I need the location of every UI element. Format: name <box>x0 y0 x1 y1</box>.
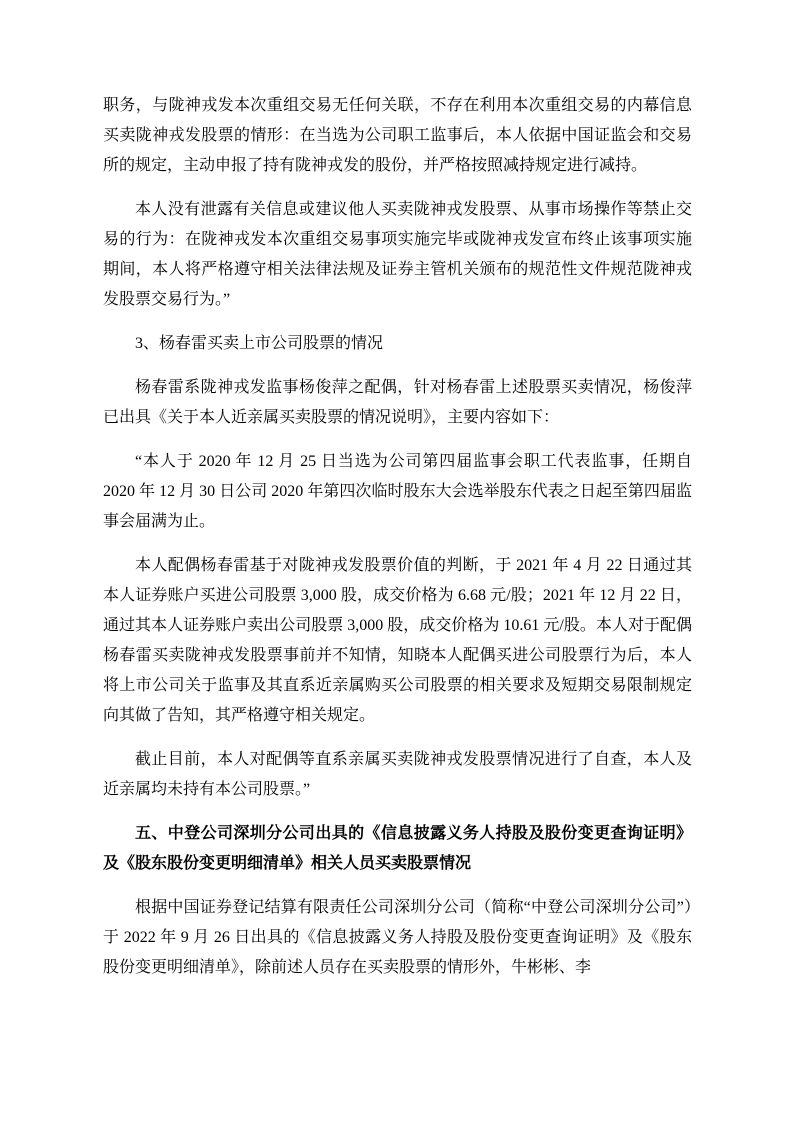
paragraph-continuation: 职务，与陇神戎发本次重组交易无任何关联，不存在利用本次重组交易的内幕信息买卖陇神戎发股票的情形：在当选为公司职工监事后，本人依据中国证监会和交易所的规定，主动申报了持有陇神戎发的股份，并严格按照减持规定进行减持。 <box>103 97 692 174</box>
paragraph-csdc-statement: 根据中国证券登记结算有限责任公司深圳分公司（简称“中登公司深圳分公司”）于 2022 年 9 月 26 日出具的《信息披露义务人持股及股份变更查询证明》及《股东股份变更明细清单》，除前述人员存在买卖股票的情形外，牛彬彬、李 <box>103 899 692 976</box>
section-heading-3: 3、杨春雷买卖上市公司股票的情况 <box>135 335 384 352</box>
paragraph-trading-details: 本人配偶杨春雷基于对陇神戎发股票价值的判断，于 2021 年 4 月 22 日通过其本人证券账户买进公司股票 3,000 股，成交价格为 6.68 元/股；2021 年 12 月 22 日，通过其本人证券账户卖出公司股票 3,000 股，成交价格为 10.61 元/股。本人对于配偶杨春雷买卖陇神戎发股票事前并不知情，知晓本人配偶买进公司股票行为后，本人将上市公司关于监事及其直系近亲属购买公司股票的相关要求及短期交易限制规定向其做了告知，其严格遵守相关规定。 <box>103 557 692 724</box>
paragraph-self-check: 截止目前，本人对配偶等直系亲属买卖陇神戎发股票情况进行了自查，本人及近亲属均未持有本公司股票。” <box>103 751 692 798</box>
section-heading-5: 五、中登公司深圳分公司出具的《信息披露义务人持股及股份变更查询证明》及《股东股份变更明细清单》相关人员买卖股票情况 <box>103 825 692 872</box>
paragraph-no-leak-statement: 本人没有泄露有关信息或建议他人买卖陇神戎发股票、从事市场操作等禁止交易的行为：在陇神戎发本次重组交易事项实施完毕或陇神戎发宣布终止该事项实施期间，本人将严格遵守相关法律法规及证券主管机关颁布的规范性文件规范陇神戎发股票交易行为。” <box>103 201 692 308</box>
paragraph-election-statement: “本人于 2020 年 12 月 25 日当选为公司第四届监事会职工代表监事，任期自 2020 年 12 月 30 日公司 2020 年第四次临时股东大会选举股东代表之日起至第四届监事会届满为止。 <box>103 453 692 530</box>
paragraph-spouse-intro: 杨春雷系陇神戎发监事杨俊萍之配偶，针对杨春雷上述股票买卖情况，杨俊萍已出具《关于本人近亲属买卖股票的情况说明》，主要内容如下： <box>103 379 692 426</box>
